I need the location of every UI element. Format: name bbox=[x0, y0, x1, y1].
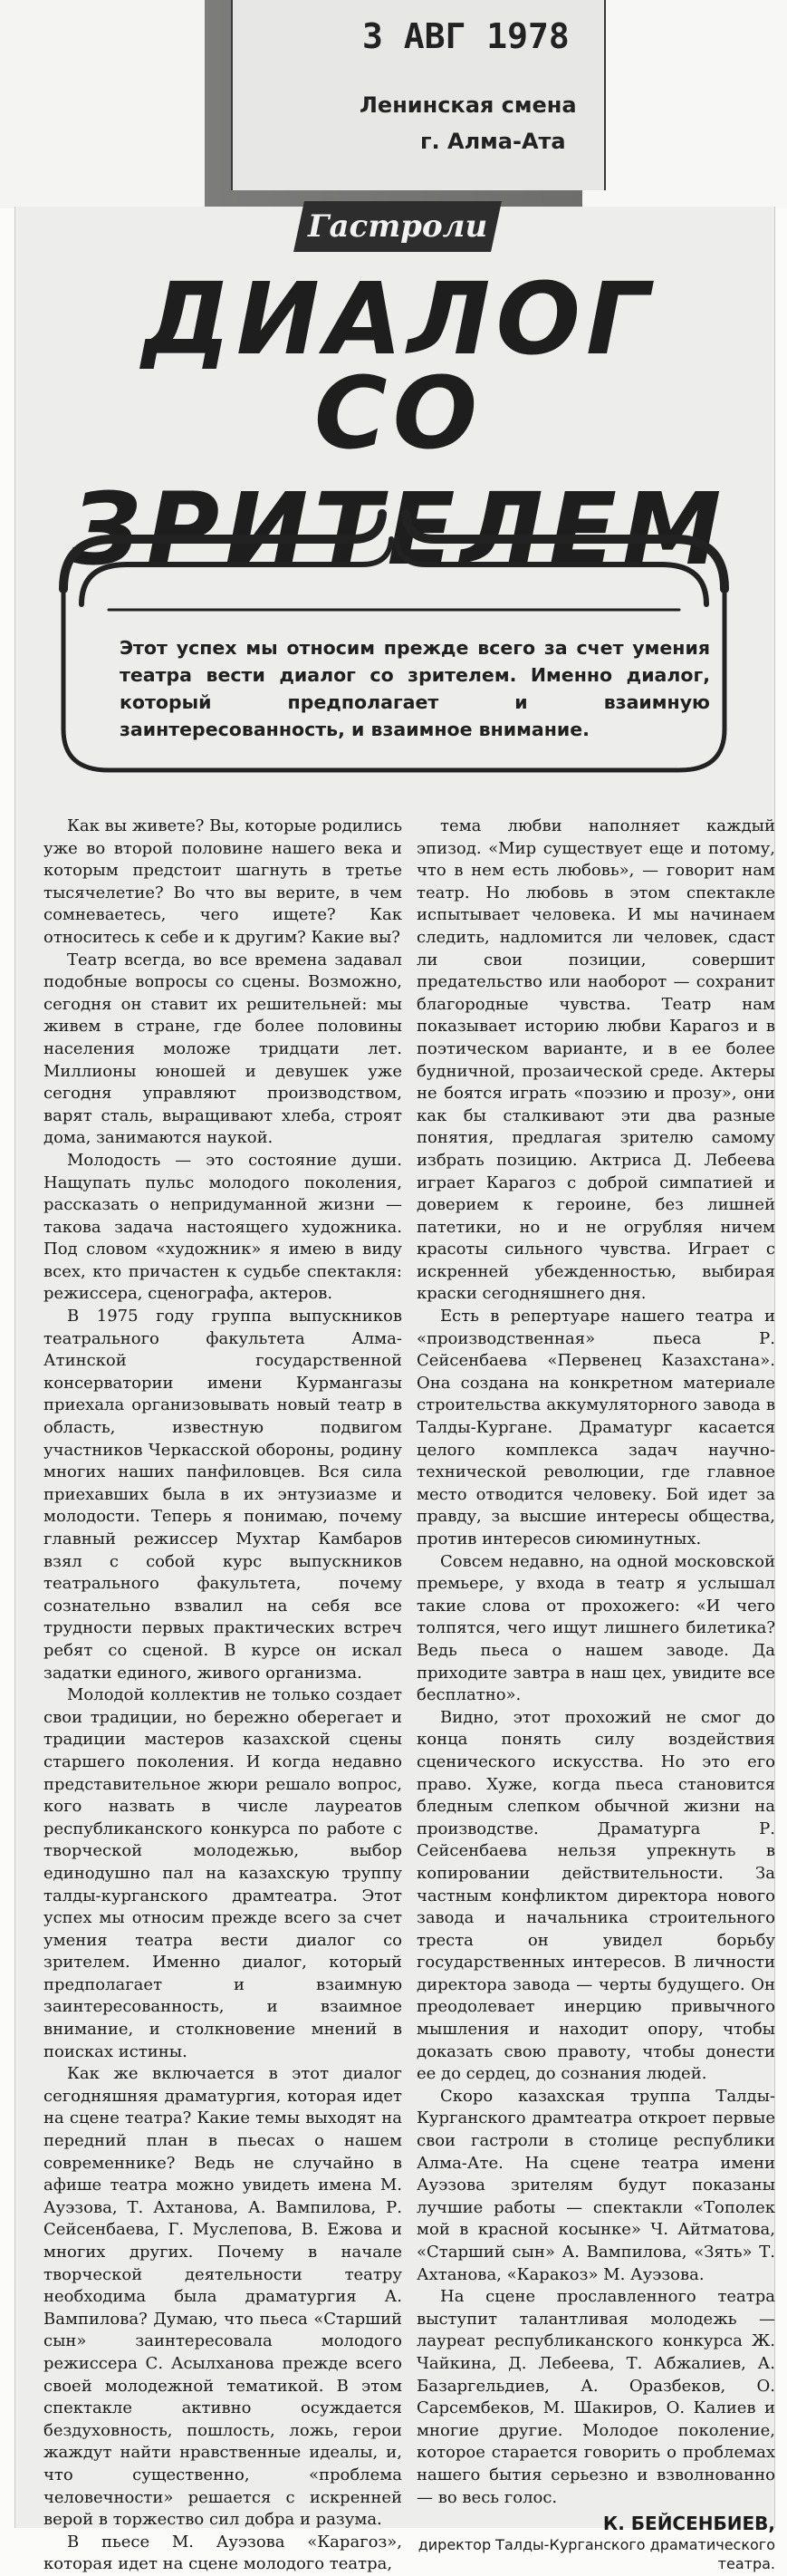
author-role: директор Талды-Курганского драматического театра. bbox=[417, 2535, 775, 2572]
stamp-city: г. Алма-Ата bbox=[420, 129, 566, 154]
paragraph: В 1975 году группа выпускников театрального факультета Алма-Атинской государственной консерватории имени Курмангазы приехала организовывать новый театр в область, известную подвигом участников Черкасской обороны, родину многих наших панфиловцев. Вся сила приехавших была в их энтузиазме и молодости. Теперь я понимаю, почему главный режиссер Мухтар Камбаров взял с собой курс выпускников театрального факультета, почему сознательно взвалил на себя все трудности первых практических встреч ребят со сценой. В курсе он искал задатки единого, живого организма. bbox=[43, 1307, 402, 1683]
paragraph: Театр всегда, во все времена задавал подобные вопросы со сцены. Возможно, сегодня он ставит их решительней: мы живем в стране, где более половины населения моложе тридцати лет. Миллионы юношей и девушек уже сегодня управляют производством, варят сталь, выращивают хлеба, строят дома, занимаются наукой. bbox=[43, 950, 402, 1148]
paragraph: Совсем недавно, на одной московской премьере, у входа в театр я услышал такие слова от прохожего: «И чего толпятся, чего ищут лишнего билетика? Ведь пьеса о нашем заводе. Да приходите завтра в наш цех, увидите все бесплатно». bbox=[417, 1551, 775, 1705]
article-column-left bbox=[43, 815, 402, 2574]
stamp-newspaper: Ленинская смена bbox=[360, 92, 577, 118]
stamp-date: 3 АВГ 1978 bbox=[362, 16, 570, 56]
headline-line-1: ДИАЛОГ bbox=[141, 261, 656, 377]
headline-line-2: СО ЗРИТЕЛЕМ bbox=[70, 355, 727, 587]
rubric-label: Гастроли bbox=[307, 208, 488, 245]
paragraph: тема любви наполняет каждый эпизод. «Мир существует еще и потому, что в нем есть любовь», — говорит нам театр. Но любовь в этом спектакле испытывает человека. И мы начинаем следить, надломится ли человек, сдаст ли свои позиции, совершит предательство или наоборот — сохранит благородные чувства. Театр нам показывает историю любви Карагоз и в поэтическом варианте, и в ее более будничной, прозаической среде. Актеры не боятся играть «поэзию и прозу», они как бы сталкивают эти два разные понятия, предлагая зрителю самому избрать позицию. Актриса Д. Лебеева играет Карагоз с доброй симпатией и доверием к героине, без лишней патетики, но и не огрубляя ничем красоты сильного чувства. Играет с искренней убежденностью, выбирая краски сегодняшнего дня. bbox=[417, 816, 775, 1304]
paragraph: В пьесе М. Ауэзова «Карагоз», которая идет на сцене молодого театра, bbox=[43, 2532, 402, 2574]
paragraph: Видно, этот прохожий не смог до конца понять силу воздействия сценического искусства. Но это его право. Хуже, когда пьеса становится бледным слепком обычной жизни на производстве. Драматурга Р. Сейсенбаева нельзя упрекнуть в копировании действительности. За частным конфликтом директора нового завода и начальника строительного треста он увидел борьбу государственных интересов. В личности директора завода — черты будущего. Он преодолевает инерцию привычного мышления и находит опору, чтобы доказать свою правоту, чтобы донести ее до сердец, до сознания людей. bbox=[417, 1707, 775, 2084]
paragraph: Как вы живете? Вы, которые родились уже во второй половине нашего века и которым предстоит шагнуть в третье тысячелетие? Во что вы верите, в чем сомневаетесь, чего ищете? Как относитесь к себе и к другим? Какие вы? bbox=[43, 816, 402, 947]
paragraph: Как же включается в этот диалог сегодняшняя драматургия, которая идет на сцене театра? Какие темы выходят на передний план в пьесах о нашем современнике? Ведь не случайно в афише театра можно увидеть имена М. Ауэзова, Т. Ахтанова, А. Вампилова, Р. Сейсенбаева, Г. Муслепова, В. Ежова и многих других. Почему в начале творческой деятельности театру необходима была драматургия А. Вампилова? Думаю, что пьеса «Старший сын» заинтересовала молодого режиссера С. Асылханова прежде всего своей молодежной тематикой. В этом спектакле активно осуждается бездуховность, пошлость, ложь, герои жаждут найти нравственные идеалы, и, что существенно, «проблема человечности» решается с искренней верой в торжество сил добра и разума. bbox=[43, 2064, 402, 2530]
archive-stamp bbox=[231, 0, 606, 190]
paragraph: Есть в репертуаре нашего театра и «производственная» пьеса Р. Сейсенбаева «Первенец Казахстана». Она создана на конкретном материале строительства аккумуляторного завода в Талды-Кургане. Драматург касается целого комплекса задач научно-технической революции, где главное место отводится человеку. Бой идет за правду, за высшие интересы общества, против интересов сиюминутных. bbox=[417, 1307, 775, 1548]
rubric-tag bbox=[293, 201, 502, 252]
paragraph: Молодость — это состояние души. Нащупать пульс молодого поколения, рассказать о непридуманной жизни — такова задача настоящего художника. Под словом «художник» я имею в виду всех, кто причастен к судьбе спектакля: режиссера, сценографа, актеров. bbox=[43, 1150, 402, 1304]
lead-paragraph: Этот успех мы относим прежде всего за счет умения театра вести диалог со зрителем. Именно диалог, который предполагает и взаимную заинтересованность, и взаимное внимание. bbox=[120, 637, 710, 740]
author-signature: К. БЕЙСЕНБИЕВ, bbox=[602, 2513, 775, 2535]
paragraph: На сцене прославленного театра выступит талантливая молодежь — лауреат республиканского конкурса Ж. Чайкина, Д. Лебеева, Т. Абжалиев, А. Базаргельдиев, А. Оразбеков, О. Сарсембеков, М. Шакиров, О. Калиев и многие другие. Молодое поколение, которое старается говорить о проблемах нашего бытия серьезно и взволнованно — во весь голос. bbox=[417, 2287, 775, 2507]
paragraph: Молодой коллектив не только создает свои традиции, но бережно оберегает и традиции мастеров казахской сцены старшего поколения. И когда недавно представительное жюри решало вопрос, кого назвать в числе лауреатов республиканского конкурса по работе с творческой молодежью, выбор единодушно пал на казахскую труппу талды-курганского драмтеатра. Этот успех мы относим прежде всего за счет умения театра вести диалог со зрителем. Именно диалог, который предполагает и взаимную заинтересованность, и взаимное внимание, и столкновение мнений в поисках истины. bbox=[43, 1685, 402, 2061]
paragraph: Скоро казахская труппа Талды-Курганского драмтеатра откроет первые свои гастроли в столице республики Алма-Ате. На сцене театра имени Ауэзова зрителям будут показаны лучшие работы — спектакли «Тополек мой в красной косынке» Ч. Айтматова, «Старший сын» А. Вампилова, «Зять» Т. Ахтанова, «Каракоз» М. Ауэзова. bbox=[417, 2086, 775, 2284]
article-column-right bbox=[417, 815, 775, 2572]
